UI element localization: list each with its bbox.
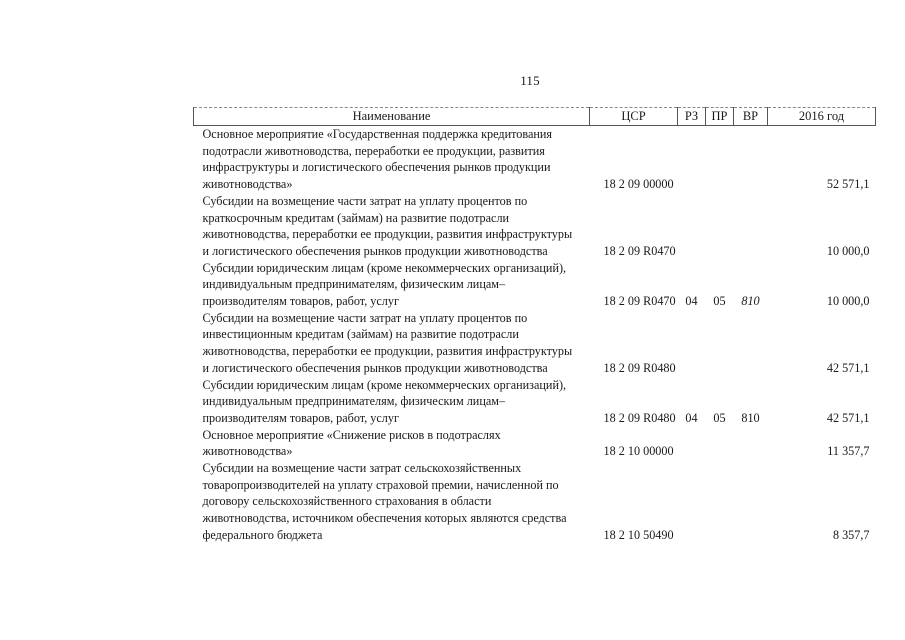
row-sum: 42 571,1 — [826, 410, 870, 425]
row-name: Субсидии юридическим лицам (кроме некоммерческих организаций), индивидуальным предпринимателям, физическим лицам–производителям товаров, работ, услуг — [202, 260, 567, 309]
table-row — [194, 193, 876, 260]
row-vr: 810 — [741, 410, 760, 425]
row-vr — [734, 310, 768, 377]
header-rz: РЗ — [678, 108, 706, 126]
row-sum: 10 000,0 — [826, 243, 870, 258]
header-sum: 2016 год — [768, 108, 876, 126]
row-csr: 18 2 09 R0480 — [603, 410, 676, 425]
row-vr — [734, 427, 768, 460]
row-name: Субсидии на возмещение части затрат на уплату процентов по инвестиционным кредитам (займам) на развитие подотрасли животноводства, переработки ее продукции, развития инфраструктуры и логистического обеспечения рынков продукции животноводства — [202, 310, 573, 375]
row-csr: 18 2 09 R0470 — [603, 243, 676, 258]
row-pr — [706, 310, 734, 377]
row-name: Субсидии на возмещение части затрат на уплату процентов по краткосрочным кредитам (займам) на развитие подотрасли животноводства, переработки ее продукции, развития инфраструктуры и логистического обеспечения рынков продукции животноводства — [202, 193, 573, 258]
row-rz — [678, 460, 706, 544]
header-vr: ВР — [734, 108, 768, 126]
table-row — [194, 126, 876, 193]
row-rz: 04 — [685, 294, 698, 309]
row-vr: 810 — [741, 294, 760, 309]
header-name: Наименование — [194, 108, 590, 126]
table-row — [194, 377, 876, 427]
row-pr — [706, 427, 734, 460]
row-sum: 42 571,1 — [826, 360, 870, 375]
table-row — [194, 310, 876, 377]
row-csr: 18 2 09 R0480 — [603, 360, 676, 375]
row-pr — [706, 126, 734, 193]
table-row — [194, 460, 876, 544]
row-sum: 52 571,1 — [826, 177, 870, 192]
row-csr: 18 2 10 00000 — [603, 444, 674, 459]
header-csr: ЦСР — [590, 108, 678, 126]
row-sum: 8 357,7 — [832, 527, 870, 542]
row-rz — [678, 193, 706, 260]
row-rz — [678, 427, 706, 460]
row-rz — [678, 310, 706, 377]
row-pr — [706, 193, 734, 260]
row-sum: 11 357,7 — [827, 444, 870, 459]
table-header-row — [194, 108, 876, 126]
row-csr: 18 2 09 00000 — [603, 177, 674, 192]
row-name: Субсидии юридическим лицам (кроме некоммерческих организаций), индивидуальным предпринимателям, физическим лицам–производителям товаров, работ, услуг — [202, 377, 567, 425]
row-csr: 18 2 10 50490 — [603, 527, 674, 542]
row-vr — [734, 460, 768, 544]
row-name: Субсидии на возмещение части затрат сельскохозяйственных товаропроизводителей на уплату страховой премии, начисленной по договору сельскохозяйственного страхования в области животноводства, источником обеспечения которых являются средства федерального бюджета — [202, 461, 567, 542]
budget-table — [193, 107, 876, 544]
row-name: Основное мероприятие «Снижение рисков в подотраслях животноводства» — [202, 427, 501, 459]
header-pr: ПР — [706, 108, 734, 126]
row-pr: 05 — [713, 294, 726, 309]
row-vr — [734, 126, 768, 193]
row-name: Основное мероприятие «Государственная поддержка кредитования подотрасли животноводства, переработки ее продукции, развития инфраструктуры и логистического обеспечения рынков продукции животноводства» — [202, 127, 553, 192]
table-row — [194, 427, 876, 460]
row-vr — [734, 193, 768, 260]
row-pr: 05 — [713, 410, 726, 425]
page-number: 115 — [520, 73, 540, 88]
row-pr — [706, 460, 734, 544]
row-rz — [678, 126, 706, 193]
row-rz: 04 — [685, 410, 698, 425]
row-sum: 10 000,0 — [826, 294, 870, 309]
table-row — [194, 260, 876, 310]
row-csr: 18 2 09 R0470 — [603, 294, 676, 309]
